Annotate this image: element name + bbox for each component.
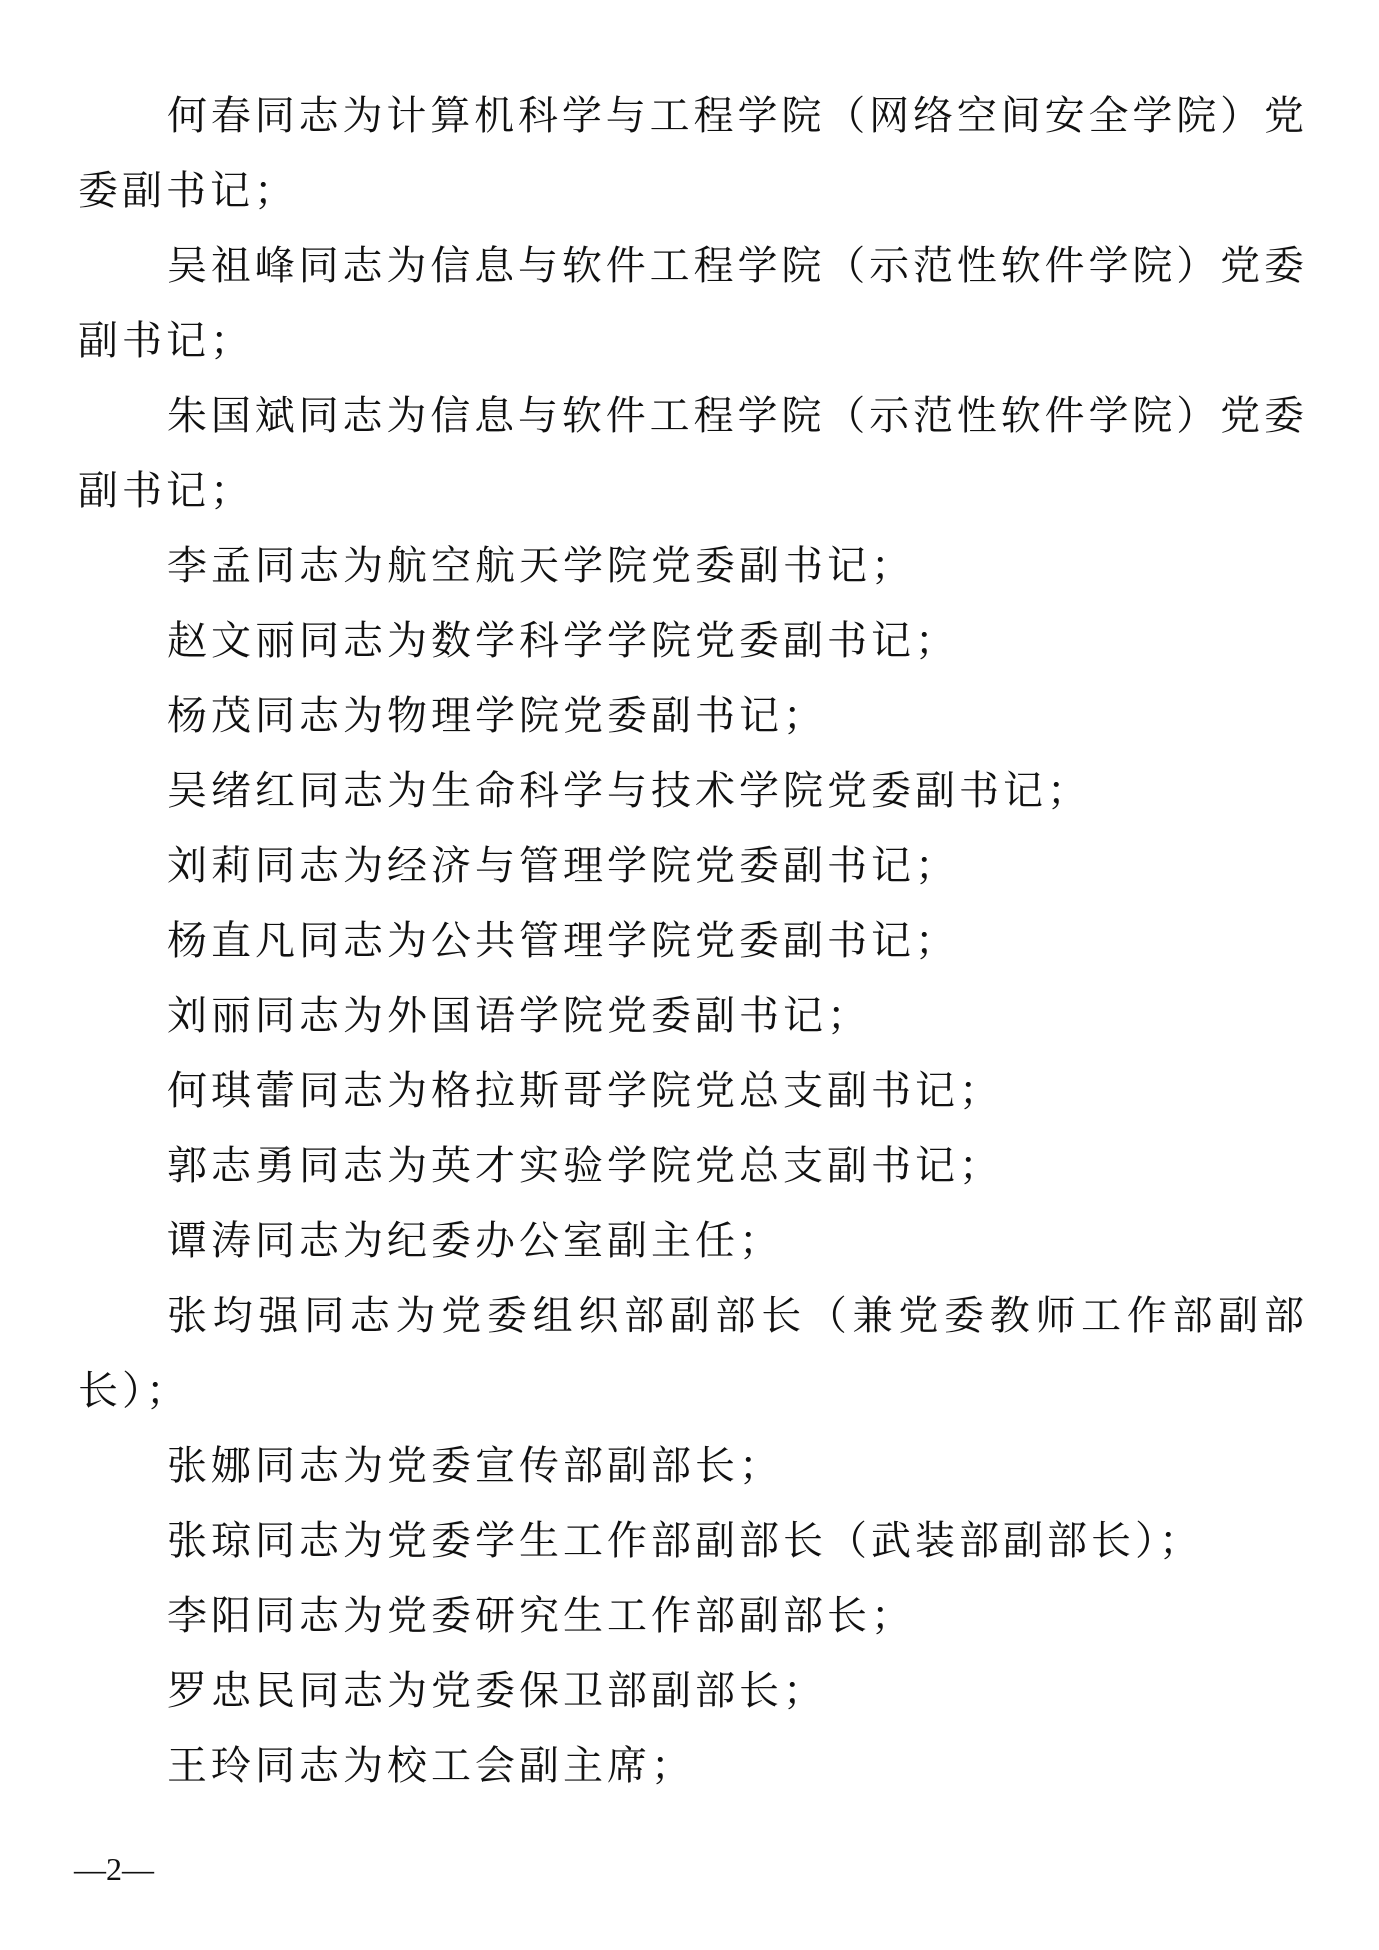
paragraph-line: 长）； [78,1368,190,1414]
paragraph-yang-zhifan [78,904,1306,979]
paragraph-wang-ling [78,1729,1306,1804]
paragraph-line: 刘丽同志为外国语学院党委副书记； [167,993,871,1039]
paragraph-guo-zhiyong [78,1129,1306,1204]
paragraph-zhao-wenli [78,604,1306,679]
page-number: —2— [74,1851,154,1887]
paragraph-line: 张均强同志为党委组织部副部长（兼党委教师工作部副部 [167,1293,1306,1339]
paragraph-line: 朱国斌同志为信息与软件工程学院（示范性软件学院）党委 [167,393,1306,439]
paragraph-liu-li-lang [78,979,1306,1054]
paragraph-line: 李阳同志为党委研究生工作部副部长； [167,1593,915,1639]
paragraph-line: 张琼同志为党委学生工作部副部长（武装部副部长）； [167,1518,1203,1564]
paragraph-line: 赵文丽同志为数学科学学院党委副书记； [167,618,959,664]
paragraph-line: 委副书记； [78,168,298,214]
paragraph-line: 谭涛同志为纪委办公室副主任； [167,1218,783,1264]
paragraph-line: 副书记； [78,318,254,364]
paragraph-line: 吴祖峰同志为信息与软件工程学院（示范性软件学院）党委 [167,243,1306,289]
paragraph-line: 刘莉同志为经济与管理学院党委副书记； [167,843,959,889]
paragraph-line: 王玲同志为校工会副主席； [167,1743,695,1789]
paragraph-he-qilei [78,1054,1306,1129]
paragraph-zhu-guobin [78,379,1306,529]
paragraph-line: 副书记； [78,468,254,514]
paragraph-line: 李孟同志为航空航天学院党委副书记； [167,543,915,589]
paragraph-tan-tao [78,1204,1306,1279]
paragraph-liu-li-econ [78,829,1306,904]
paragraph-line: 郭志勇同志为英才实验学院党总支副书记； [167,1143,1003,1189]
paragraph-wu-xuhong [78,754,1306,829]
paragraph-zhang-junqiang [78,1279,1306,1429]
paragraph-line: 杨茂同志为物理学院党委副书记； [167,693,827,739]
paragraph-zhang-na [78,1429,1306,1504]
paragraph-li-meng [78,529,1306,604]
appointment-list [78,79,1306,1804]
paragraph-line: 何琪蕾同志为格拉斯哥学院党总支副书记； [167,1068,1003,1114]
paragraph-yang-mao [78,679,1306,754]
paragraph-he-chun [78,79,1306,229]
paragraph-line: 张娜同志为党委宣传部副部长； [167,1443,783,1489]
paragraph-luo-zhongmin [78,1654,1306,1729]
paragraph-wu-zufeng [78,229,1306,379]
paragraph-line: 杨直凡同志为公共管理学院党委副书记； [167,918,959,964]
paragraph-line: 何春同志为计算机科学与工程学院（网络空间安全学院）党 [167,93,1306,139]
paragraph-li-yang [78,1579,1306,1654]
paragraph-zhang-qiong [78,1504,1306,1579]
paragraph-line: 吴绪红同志为生命科学与技术学院党委副书记； [167,768,1091,814]
paragraph-line: 罗忠民同志为党委保卫部副部长； [167,1668,827,1714]
